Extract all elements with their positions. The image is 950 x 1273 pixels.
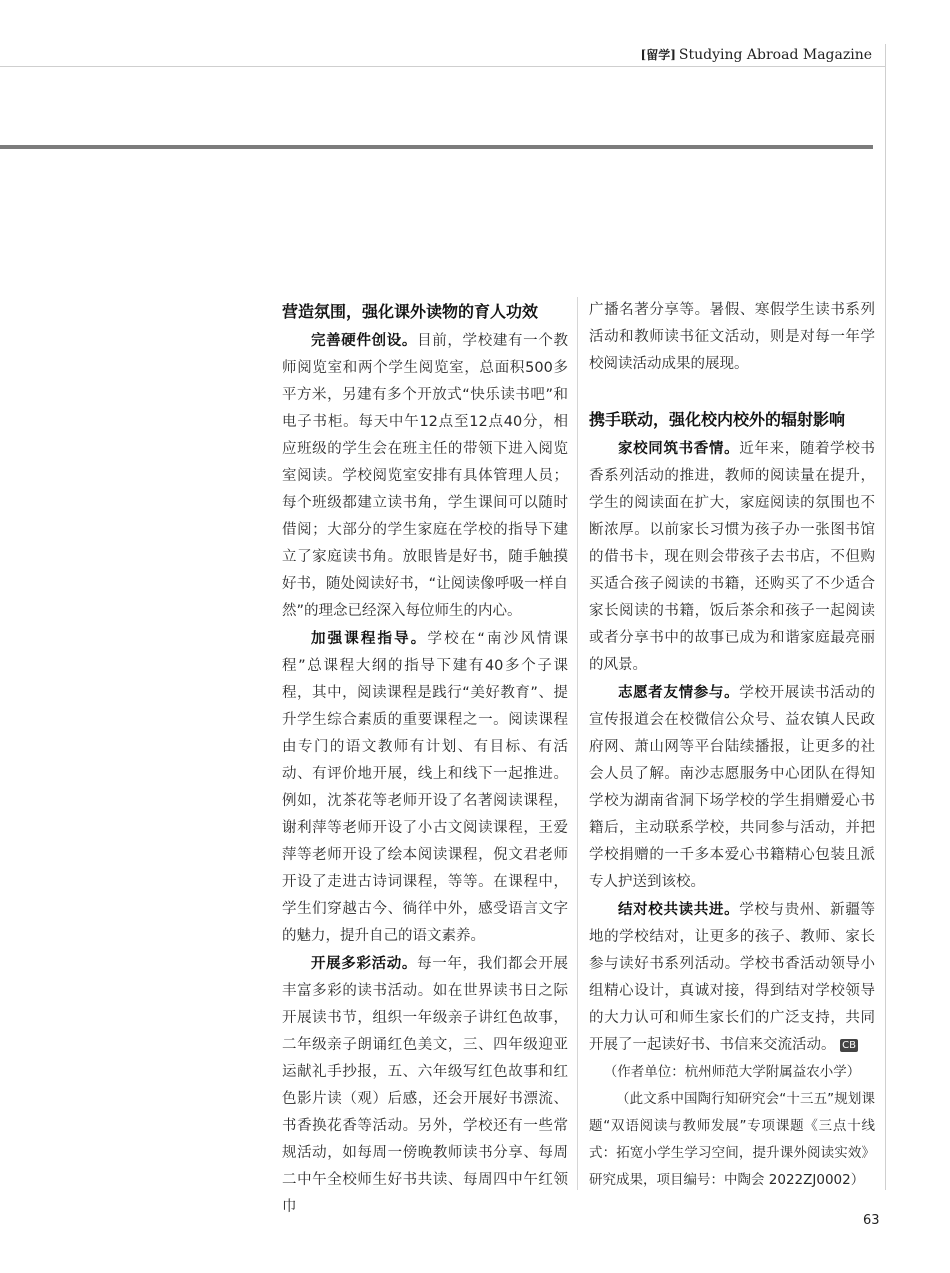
paragraph-activities: 开展多彩活动。每一年，我们都会开展丰富多彩的读书活动。如在世界读书日之际开展读书节，组织一年级亲子讲红色故事，二年级亲子朗诵红色美文，三、四年级迎亚运献礼手抄报，五、六年级写红色故事和红色影片读（观）后感，还会开展好书漂流、书香换花香等活动。另外，学校还有一些常规活动，如每周一傍晚教师读书分享、每周二中午全校师生好书共读、每周四中午红领巾 bbox=[282, 955, 568, 1215]
paragraph-curriculum: 加强课程指导。学校在“南沙风情课程”总课程大纲的指导下建有40多个子课程，其中，阅读课程是践行“美好教育”、提升学生综合素质的重要课程之一。阅读课程由专门的语文教师有计划、有目标、有活动、有评价地开展，线上和线下一起推进。例如，沈茶花等老师开设了名著阅读课程，谢利萍等老师开设了小古文阅读课程，王爱萍等老师开设了绘本阅读课程，倪文君老师开设了走进古诗词课程，等等。在课程中，学生们穿越古今、徜徉中外，感受语言文字的魅力，提升自己的语文素养。 bbox=[282, 630, 569, 944]
end-mark-icon: CB bbox=[842, 1039, 856, 1051]
paragraph-hardware: 完善硬件创设。目前，学校建有一个教师阅览室和两个学生阅览室，总面积500多平方米，另建有多个开放式“快乐读书吧”和电子书柜。每天中午12点至12点40分，相应班级的学生会在班主任的带领下进入阅览室阅读。学校阅览室安排有具体管理人员；每个班级都建立读书角，学生课间可以随时借阅；大部分的学生家庭在学校的指导下建立了家庭读书角。放眼皆是好书，随手触摸好书，随处阅读好书，“让阅读像呼吸一样自然”的理念已经深入每位师生的内心。 bbox=[282, 332, 568, 619]
decorative-band bbox=[0, 145, 873, 149]
paragraph-paired-schools: 结对校共读共进。学校与贵州、新疆等地的学校结对，让更多的孩子、教师、家长参与读好书系列活动。学校书香活动领导小组精心设计，真诚对接，得到结对学校领导的大力认可和师生家长们的广泛支持，共同开展了一起读好书、书信来交流活动。 CB bbox=[589, 901, 875, 1053]
page-number: 63 bbox=[863, 1213, 880, 1228]
magazine-name: Studying Abroad Magazine bbox=[678, 47, 872, 63]
left-column bbox=[282, 297, 568, 1221]
paragraph-keyword: 志愿者友情参与。 bbox=[618, 684, 740, 701]
paragraph-keyword: 开展多彩活动。 bbox=[311, 955, 418, 972]
running-header bbox=[640, 46, 873, 63]
paragraph-keyword: 加强课程指导。 bbox=[311, 630, 428, 647]
magazine-logo: [留学] bbox=[640, 48, 676, 62]
paragraph-activities-continued: 广播名著分享等。暑假、寒假学生读书系列活动和教师读书征文活动，则是对每一年学校阅读活动成果的展现。 bbox=[589, 302, 875, 372]
author-unit: （作者单位：杭州师范大学附属益农小学） bbox=[603, 1064, 861, 1080]
section-title-1: 营造氛围，强化课外读物的育人功效 bbox=[282, 302, 539, 321]
column-divider bbox=[577, 297, 578, 1190]
header-rule bbox=[0, 66, 886, 67]
section-title-2: 携手联动，强化校内校外的辐射影响 bbox=[589, 410, 846, 429]
paragraph-home-school: 家校同筑书香情。近年来，随着学校书香系列活动的推进，教师的阅读量在提升，学生的阅读面在扩大，家庭阅读的氛围也不断浓厚。以前家长习惯为孩子办一张图书馆的借书卡，现在则会带孩子去书店，不但购买适合孩子阅读的书籍，还购买了不少适合家长阅读的书籍，饭后茶余和孩子一起阅读或者分享书中的故事已成为和谐家庭最亮丽的风景。 bbox=[589, 440, 875, 673]
paragraph-keyword: 家校同筑书香情。 bbox=[618, 440, 740, 457]
page-frame-rule bbox=[885, 44, 886, 1190]
right-column bbox=[589, 297, 875, 1194]
paragraph-keyword: 结对校共读共进。 bbox=[618, 901, 740, 918]
paragraph-keyword: 完善硬件创设。 bbox=[311, 332, 418, 349]
paragraph-volunteers: 志愿者友情参与。学校开展读书活动的宣传报道会在校微信公众号、益农镇人民政府网、萧山网等平台陆续播报，让更多的社会人员了解。南沙志愿服务中心团队在得知学校为湖南省洞下场学校的学生捐赠爱心书籍后，主动联系学校，共同参与活动，并把学校捐赠的一千多本爱心书籍精心包装且派专人护送到该校。 bbox=[589, 684, 875, 890]
project-note: （此文系中国陶行知研究会“十三五”规划课题“双语阅读与教师发展”专项课题《三点十线式：拓宽小学生学习空间，提升课外阅读实效》研究成果，项目编号：中陶会 2022ZJ0002） bbox=[589, 1091, 875, 1188]
